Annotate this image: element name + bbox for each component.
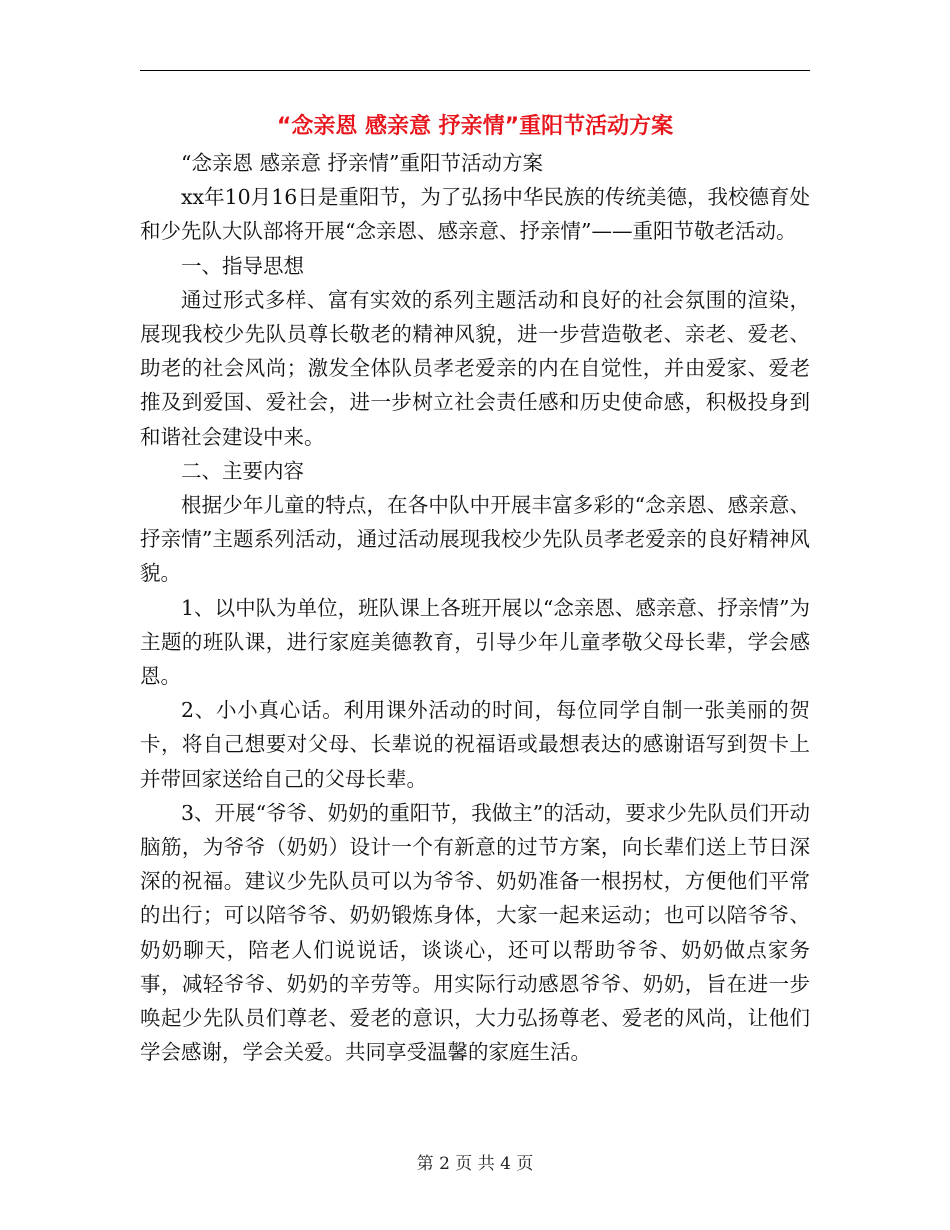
list-item-1: 1、以中队为单位，班队课上各班开展以“念亲恩、感亲意、抒亲情”为主题的班队课，进行家庭美德教育，引导少年儿童孝敬父母长辈，学会感恩。 — [140, 595, 810, 689]
page-footer: 第 2 页 共 4 页 — [416, 1154, 534, 1174]
document-body — [140, 146, 810, 1069]
section-heading-main-content: 二、主要内容 — [181, 458, 304, 483]
paragraph-main-content: 根据少年儿童的特点，在各中队中开展丰富多彩的“念亲恩、感亲意、抒亲情”主题系列活动，通过活动展现我校少先队员孝老爱亲的良好精神风貌。 — [140, 493, 810, 586]
paragraph-intro: xx年10月16日是重阳节，为了弘扬中华民族的传统美德，我校德育处和少先队大队部将开展“念亲恩、感亲意、抒亲情”——重阳节敬老活动。 — [140, 185, 810, 244]
header-rule — [140, 70, 810, 71]
paragraph-subtitle: “念亲恩 感亲意 抒亲情”重阳节活动方案 — [181, 151, 543, 175]
section-heading-guiding-thought: 一、指导思想 — [181, 253, 304, 278]
document-title: “念亲恩 感亲意 抒亲情”重阳节活动方案 — [276, 114, 674, 139]
list-item-3: 3、开展“爷爷、奶奶的重阳节，我做主”的活动，要求少先队员们开动脑筋，为爷爷（奶奶）设计一个有新意的过节方案，向长辈们送上节日深深的祝福。建议少先队员可以为爷爷、奶奶准备一根拐杖，方便他们平常的出行；可以陪爷爷、奶奶锻炼身体，大家一起来运动；也可以陪爷爷、奶奶聊天，陪老人们说说话，谈谈心，还可以帮助爷爷、奶奶做点家务事，减轻爷爷、奶奶的辛劳等。用实际行动感恩爷爷、奶奶，旨在进一步唤起少先队员们尊老、爱老的意识，大力弘扬尊老、爱老的风尚，让他们学会感谢，学会关爱。共同享受温馨的家庭生活。 — [140, 800, 810, 1065]
list-item-2: 2、小小真心话。利用课外活动的时间，每位同学自制一张美丽的贺卡，将自己想要对父母、长辈说的祝福语或最想表达的感谢语写到贺卡上并带回家送给自己的父母长辈。 — [140, 698, 810, 791]
paragraph-guiding-thought: 通过形式多样、富有实效的系列主题活动和良好的社会氛围的渲染，展现我校少先队员尊长敬老的精神风貌，进一步营造敬老、亲老、爱老、助老的社会风尚；激发全体队员孝老爱亲的内在自觉性，并由爱家、爱老推及到爱国、爱社会，进一步树立社会责任感和历史使命感，积极投身到和谐社会建设中来。 — [140, 287, 810, 449]
